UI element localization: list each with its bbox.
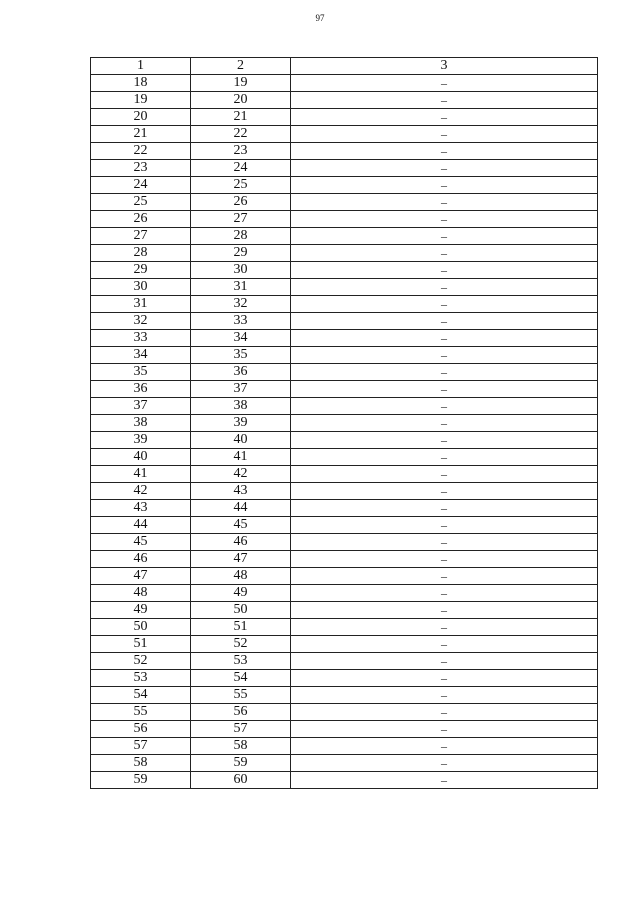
table-cell: 59 — [191, 755, 291, 772]
table-cell: – — [291, 92, 598, 109]
table-row — [91, 194, 598, 211]
table-cell: – — [291, 160, 598, 177]
table-cell: 57 — [191, 721, 291, 738]
table-row — [91, 517, 598, 534]
table-row — [91, 126, 598, 143]
table-cell: 52 — [191, 636, 291, 653]
table-cell: 57 — [91, 738, 191, 755]
table-cell: – — [291, 534, 598, 551]
table-cell: 25 — [191, 177, 291, 194]
table-row — [91, 75, 598, 92]
table-cell: – — [291, 313, 598, 330]
table-cell: – — [291, 772, 598, 789]
table-row — [91, 415, 598, 432]
table-row — [91, 772, 598, 789]
table-cell: 30 — [91, 279, 191, 296]
table-row — [91, 432, 598, 449]
table-cell: – — [291, 466, 598, 483]
table-cell: – — [291, 245, 598, 262]
table-row — [91, 245, 598, 262]
table-cell: 59 — [91, 772, 191, 789]
table-row — [91, 551, 598, 568]
table-body — [91, 75, 598, 789]
table-cell: 24 — [191, 160, 291, 177]
table-cell: – — [291, 653, 598, 670]
column-header: 1 — [91, 58, 191, 75]
table-cell: – — [291, 194, 598, 211]
table-cell: – — [291, 415, 598, 432]
table-row — [91, 602, 598, 619]
table-cell: – — [291, 500, 598, 517]
table-cell: 23 — [191, 143, 291, 160]
column-header: 2 — [191, 58, 291, 75]
table-cell: 22 — [191, 126, 291, 143]
table-cell: 47 — [191, 551, 291, 568]
table-cell: 53 — [91, 670, 191, 687]
table-cell: 34 — [91, 347, 191, 364]
table-cell: 40 — [91, 449, 191, 466]
table-cell: 49 — [191, 585, 291, 602]
table-cell: 44 — [191, 500, 291, 517]
table-cell: 29 — [191, 245, 291, 262]
table-cell: 54 — [191, 670, 291, 687]
table-cell: 55 — [191, 687, 291, 704]
table-cell: 18 — [91, 75, 191, 92]
table-row — [91, 636, 598, 653]
table-cell: 51 — [191, 619, 291, 636]
table-cell: 20 — [191, 92, 291, 109]
table-row — [91, 738, 598, 755]
table-cell: 36 — [191, 364, 291, 381]
table-cell: – — [291, 296, 598, 313]
table-cell: – — [291, 687, 598, 704]
table-cell: 43 — [191, 483, 291, 500]
table-cell: 46 — [191, 534, 291, 551]
table-cell: 33 — [91, 330, 191, 347]
table-row — [91, 262, 598, 279]
table-cell: 41 — [191, 449, 291, 466]
table-cell: – — [291, 432, 598, 449]
table-row — [91, 704, 598, 721]
table-cell: 28 — [91, 245, 191, 262]
table-cell: 41 — [91, 466, 191, 483]
table-row — [91, 653, 598, 670]
table-cell: – — [291, 551, 598, 568]
table-cell: 22 — [91, 143, 191, 160]
table-cell: – — [291, 330, 598, 347]
table-cell: 21 — [91, 126, 191, 143]
table-cell: – — [291, 228, 598, 245]
table-cell: 44 — [91, 517, 191, 534]
table-row — [91, 330, 598, 347]
table-cell: – — [291, 143, 598, 160]
table-cell: 43 — [91, 500, 191, 517]
table-cell: 42 — [191, 466, 291, 483]
table-header-row — [91, 58, 598, 75]
table-cell: 52 — [91, 653, 191, 670]
table-cell: 45 — [191, 517, 291, 534]
table-cell: – — [291, 636, 598, 653]
table-row — [91, 466, 598, 483]
table-cell: 24 — [91, 177, 191, 194]
table-row — [91, 398, 598, 415]
table-cell: 30 — [191, 262, 291, 279]
table-row — [91, 483, 598, 500]
table-cell: – — [291, 381, 598, 398]
table-cell: 19 — [91, 92, 191, 109]
table-cell: 38 — [191, 398, 291, 415]
table-cell: – — [291, 398, 598, 415]
table-row — [91, 347, 598, 364]
table-cell: – — [291, 704, 598, 721]
page-number: 97 — [315, 13, 325, 23]
table-row — [91, 449, 598, 466]
table-row — [91, 92, 598, 109]
table-cell: – — [291, 347, 598, 364]
table-cell: 50 — [91, 619, 191, 636]
table-cell: – — [291, 364, 598, 381]
table-row — [91, 568, 598, 585]
table-row — [91, 585, 598, 602]
table-cell: 39 — [191, 415, 291, 432]
table-row — [91, 619, 598, 636]
table-row — [91, 279, 598, 296]
table-cell: 48 — [191, 568, 291, 585]
table-cell: 47 — [91, 568, 191, 585]
table-cell: 33 — [191, 313, 291, 330]
table-cell: – — [291, 721, 598, 738]
table-cell: 37 — [191, 381, 291, 398]
table-cell: – — [291, 738, 598, 755]
table-row — [91, 364, 598, 381]
table-cell: 56 — [91, 721, 191, 738]
table-cell: 39 — [91, 432, 191, 449]
table-cell: 51 — [91, 636, 191, 653]
table-cell: 19 — [191, 75, 291, 92]
table-row — [91, 721, 598, 738]
table-cell: – — [291, 602, 598, 619]
table-cell: 45 — [91, 534, 191, 551]
table-cell: 58 — [191, 738, 291, 755]
table-cell: 27 — [91, 228, 191, 245]
table-cell: 28 — [191, 228, 291, 245]
table-cell: 60 — [191, 772, 291, 789]
table-cell: – — [291, 109, 598, 126]
table-cell: 32 — [91, 313, 191, 330]
table-cell: – — [291, 126, 598, 143]
table-cell: 56 — [191, 704, 291, 721]
table-row — [91, 687, 598, 704]
table-cell: 31 — [191, 279, 291, 296]
data-table — [90, 57, 598, 789]
table-row — [91, 670, 598, 687]
table-cell: – — [291, 262, 598, 279]
table-cell: – — [291, 619, 598, 636]
table-row — [91, 313, 598, 330]
table-cell: 50 — [191, 602, 291, 619]
table-row — [91, 296, 598, 313]
table-cell: 49 — [91, 602, 191, 619]
table-cell: 26 — [91, 211, 191, 228]
table-cell: 42 — [91, 483, 191, 500]
column-header: 3 — [291, 58, 598, 75]
table-row — [91, 228, 598, 245]
table-cell: – — [291, 177, 598, 194]
table-cell: 55 — [91, 704, 191, 721]
table-cell: 31 — [91, 296, 191, 313]
table-cell: – — [291, 517, 598, 534]
table-cell: 26 — [191, 194, 291, 211]
table-cell: – — [291, 568, 598, 585]
table-row — [91, 109, 598, 126]
table-cell: 46 — [91, 551, 191, 568]
table-cell: 34 — [191, 330, 291, 347]
table-cell: 40 — [191, 432, 291, 449]
table-cell: 53 — [191, 653, 291, 670]
table-cell: – — [291, 75, 598, 92]
table-cell: – — [291, 211, 598, 228]
table-cell: – — [291, 279, 598, 296]
table-cell: 32 — [191, 296, 291, 313]
table-cell: – — [291, 449, 598, 466]
table-row — [91, 160, 598, 177]
table-cell: 21 — [191, 109, 291, 126]
table-row — [91, 177, 598, 194]
table-row — [91, 143, 598, 160]
table-cell: 35 — [91, 364, 191, 381]
table-cell: 35 — [191, 347, 291, 364]
table-cell: 54 — [91, 687, 191, 704]
table-cell: 36 — [91, 381, 191, 398]
table-row — [91, 211, 598, 228]
table-cell: – — [291, 755, 598, 772]
table-row — [91, 534, 598, 551]
table-cell: 37 — [91, 398, 191, 415]
table-cell: 20 — [91, 109, 191, 126]
table-cell: 58 — [91, 755, 191, 772]
table-cell: 25 — [91, 194, 191, 211]
table-cell: – — [291, 483, 598, 500]
table-row — [91, 500, 598, 517]
table-cell: 29 — [91, 262, 191, 279]
table-cell: 38 — [91, 415, 191, 432]
table-cell: – — [291, 670, 598, 687]
table-row — [91, 755, 598, 772]
table-cell: 48 — [91, 585, 191, 602]
table-cell: 23 — [91, 160, 191, 177]
table-cell: – — [291, 585, 598, 602]
table-cell: 27 — [191, 211, 291, 228]
table-row — [91, 381, 598, 398]
